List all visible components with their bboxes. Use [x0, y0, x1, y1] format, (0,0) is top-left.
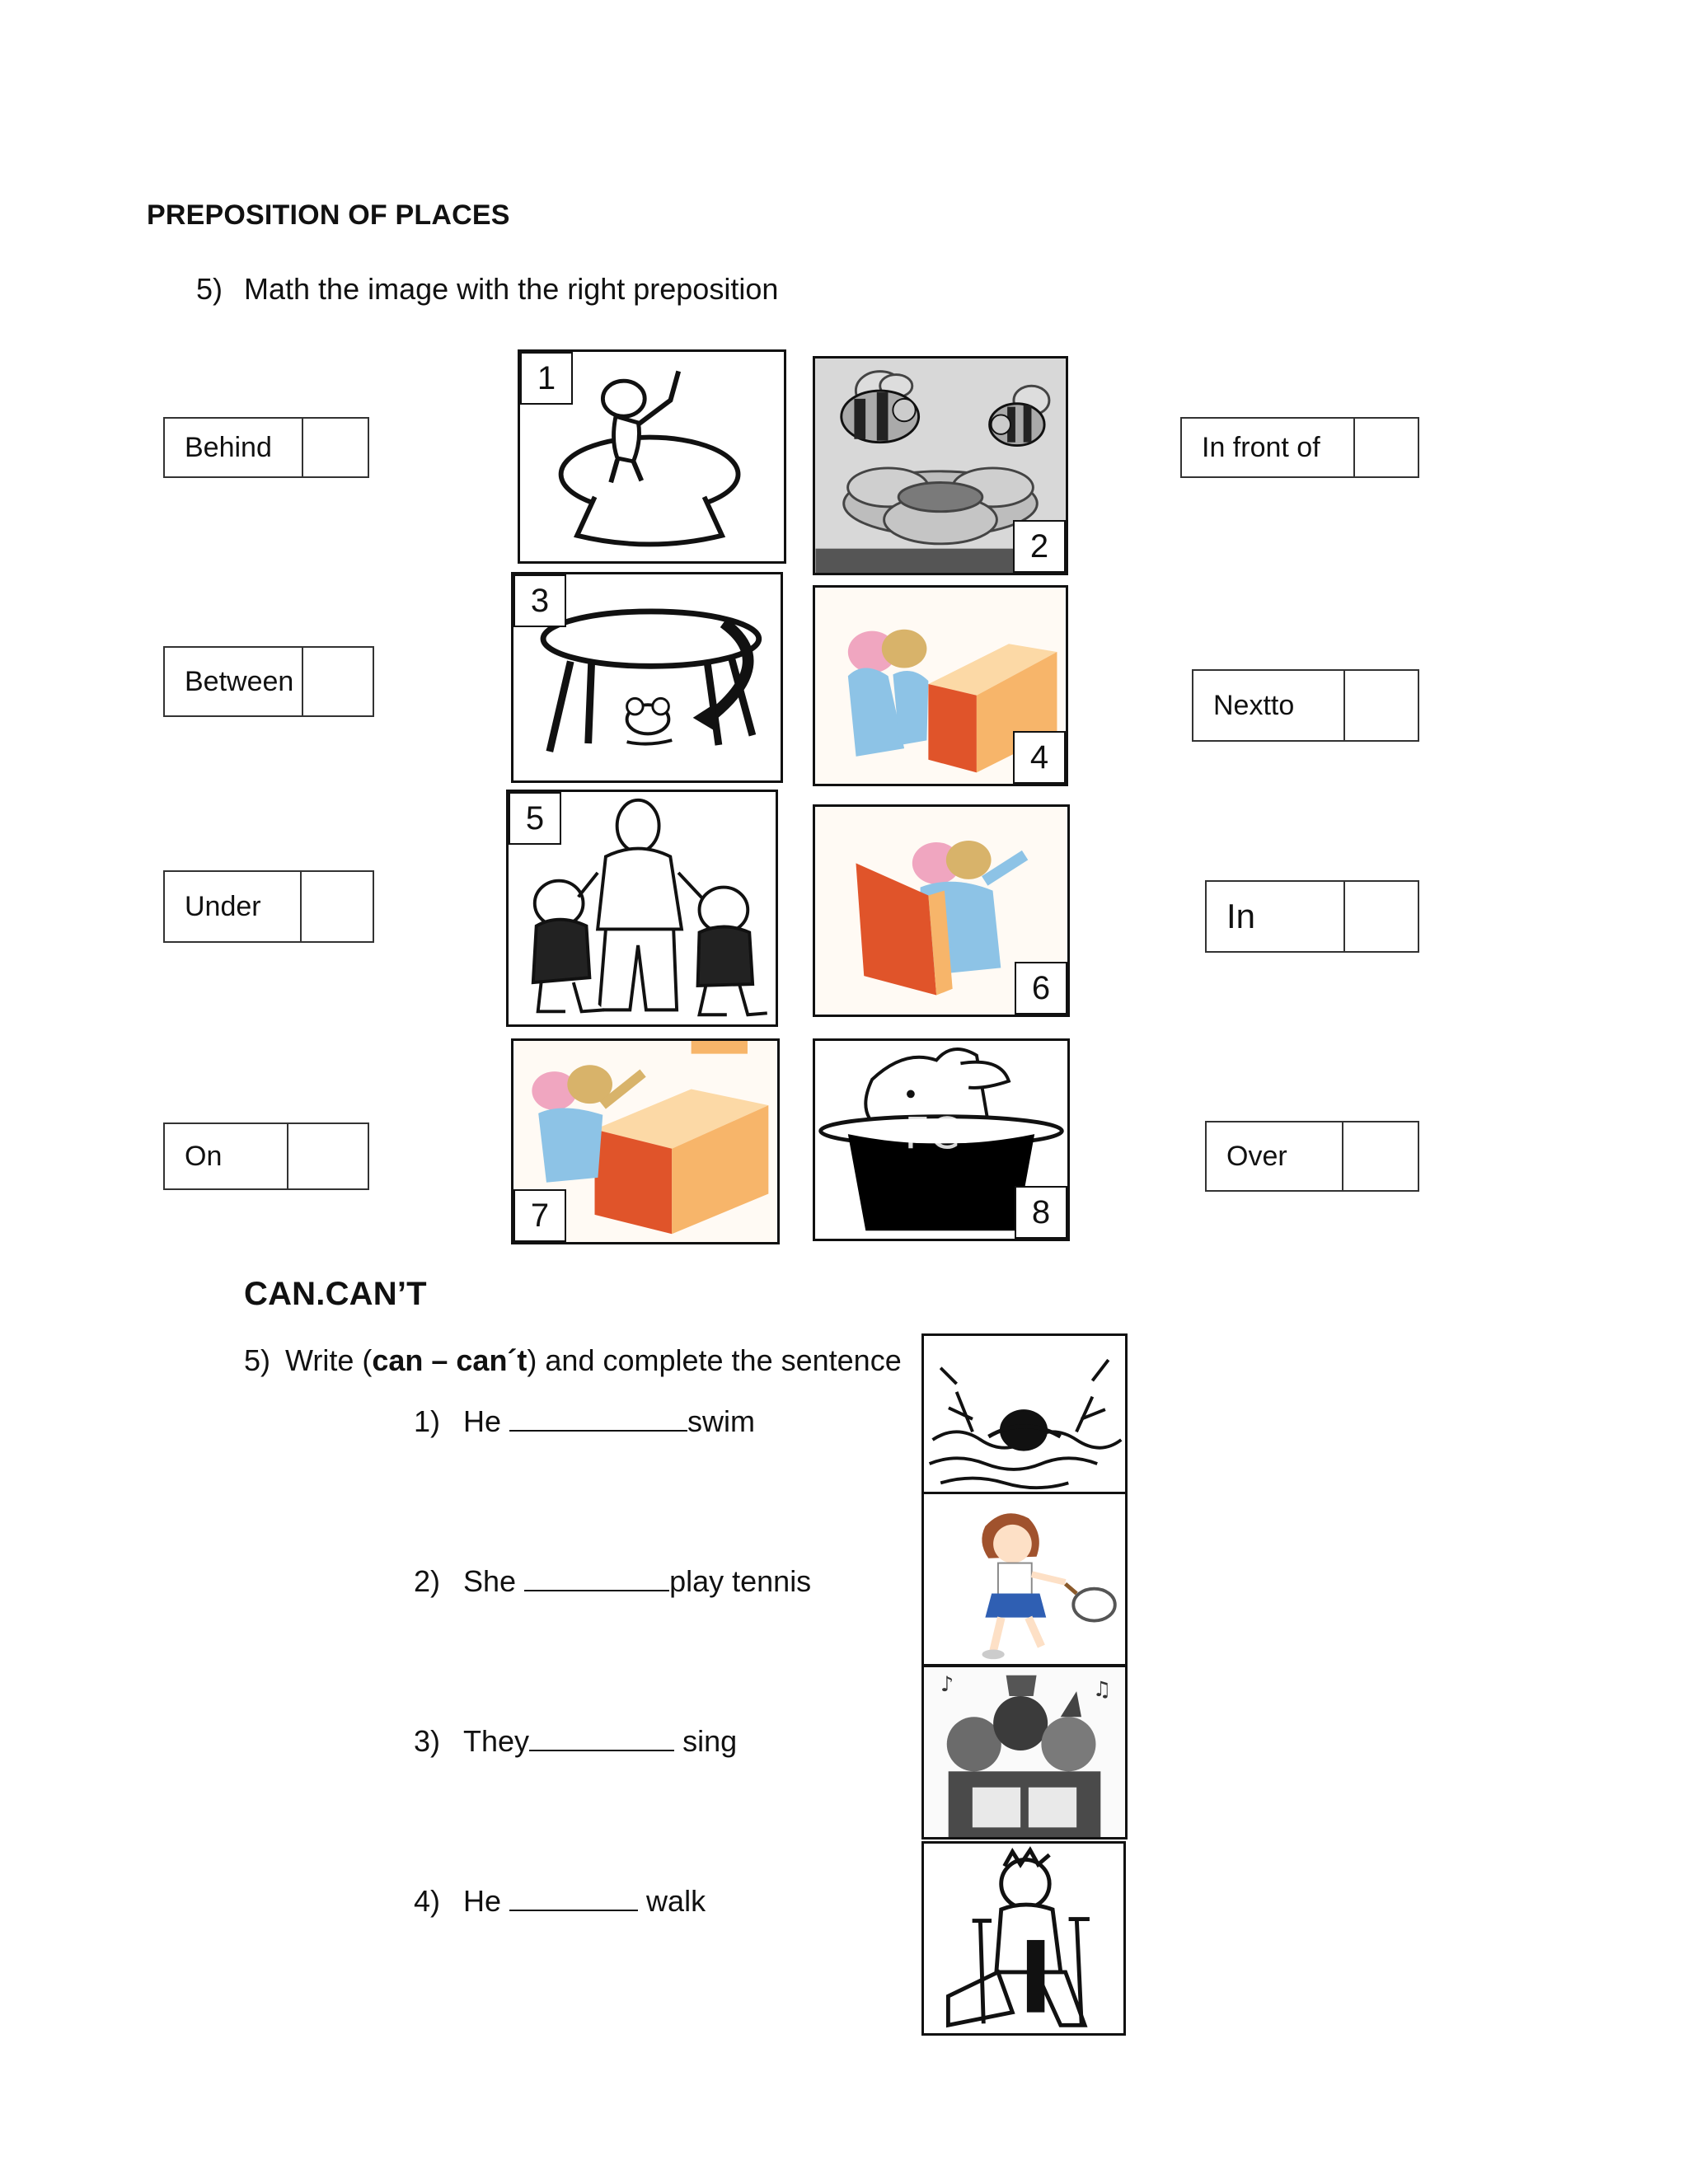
picture-number: 4: [1013, 731, 1066, 784]
word-label: Nextto: [1213, 689, 1295, 721]
answer-box[interactable]: [287, 1124, 368, 1188]
answer-box[interactable]: [302, 419, 368, 476]
word-box-under: [163, 870, 374, 943]
answer-box[interactable]: [302, 648, 373, 715]
word-label: In front of: [1202, 431, 1320, 463]
sentence-index: 1): [414, 1404, 441, 1438]
answer-box[interactable]: [300, 872, 373, 941]
sentence-end: sing: [674, 1724, 738, 1758]
svg-text:FC: FC: [904, 1108, 960, 1160]
picture-number: 6: [1015, 962, 1067, 1015]
answer-line[interactable]: [509, 1407, 687, 1432]
svg-text:♪: ♪: [940, 1672, 954, 1697]
word-box-in-front-of: [1180, 417, 1419, 478]
section-title-can-cant: CAN.CAN’T: [244, 1276, 427, 1312]
picture-number: 8: [1015, 1186, 1067, 1239]
sentence-index: 3): [414, 1724, 441, 1758]
instruction-pre: Write (: [285, 1343, 373, 1377]
word-box-between: [163, 646, 374, 717]
image-tennis: [921, 1492, 1128, 1666]
picture-2: [813, 356, 1068, 575]
drowning-person-icon: [924, 1336, 1125, 1493]
instruction-can-cant: [244, 1343, 902, 1378]
word-label: Over: [1226, 1140, 1287, 1172]
people-singing-icon: [924, 1667, 1125, 1837]
instruction-number: 5): [196, 272, 223, 306]
answer-box[interactable]: [1343, 882, 1418, 951]
word-label: Under: [185, 890, 261, 922]
sentence-index: 2): [414, 1564, 441, 1598]
picture-1: [518, 349, 786, 564]
answer-line[interactable]: [529, 1727, 674, 1751]
instruction-text: Math the image with the right preposition: [244, 272, 779, 306]
sentence-start: He: [463, 1884, 510, 1918]
sentence-start: They: [463, 1724, 530, 1758]
sentence-2: [414, 1564, 811, 1599]
sentence-end: walk: [638, 1884, 706, 1918]
sentence-1: [414, 1404, 755, 1439]
picture-number: 2: [1013, 520, 1066, 573]
picture-7: [511, 1038, 780, 1244]
boy-with-crutches-icon: [924, 1844, 1123, 2033]
word-box-on: [163, 1122, 369, 1190]
picture-number: 5: [509, 792, 561, 845]
picture-4: [813, 585, 1068, 786]
sentence-index: 4): [414, 1884, 441, 1918]
sentence-start: She: [463, 1564, 525, 1598]
answer-box[interactable]: [1353, 419, 1418, 476]
word-box-in: [1205, 880, 1419, 953]
picture-number: 7: [513, 1189, 566, 1242]
picture-6: [813, 804, 1070, 1017]
sentence-start: He: [463, 1404, 510, 1438]
answer-line[interactable]: [524, 1567, 669, 1591]
picture-3: [511, 572, 783, 783]
svg-text:♫: ♫: [1092, 1676, 1112, 1701]
answer-box[interactable]: [1343, 671, 1418, 740]
picture-number: 3: [513, 574, 566, 627]
picture-5: [506, 790, 778, 1027]
instruction-prepositions: [196, 272, 778, 307]
answer-line[interactable]: [509, 1886, 638, 1911]
instruction-number: 5): [244, 1343, 271, 1377]
picture-number: 1: [520, 352, 573, 405]
word-box-over: [1205, 1121, 1419, 1192]
instruction-bold: can – can´t: [372, 1343, 528, 1377]
answer-box[interactable]: [1342, 1122, 1418, 1190]
image-crutches: [921, 1841, 1126, 2036]
section-title-prepositions: PREPOSITION OF PLACES: [147, 199, 510, 231]
instruction-post: ) and complete the sentence: [527, 1343, 902, 1377]
image-drowning: [921, 1333, 1128, 1495]
image-singing: [921, 1665, 1128, 1840]
sentence-3: [414, 1724, 737, 1759]
word-label: On: [185, 1140, 223, 1172]
word-box-next-to: [1192, 669, 1419, 742]
word-label: Behind: [185, 431, 272, 463]
word-box-behind: [163, 417, 369, 478]
word-label: Between: [185, 665, 294, 697]
picture-8: [813, 1038, 1070, 1241]
girl-playing-tennis-icon: [924, 1494, 1125, 1664]
sentence-4: [414, 1884, 706, 1919]
word-label: In: [1226, 897, 1256, 935]
sentence-end: swim: [687, 1404, 756, 1438]
sentence-end: play tennis: [669, 1564, 812, 1598]
